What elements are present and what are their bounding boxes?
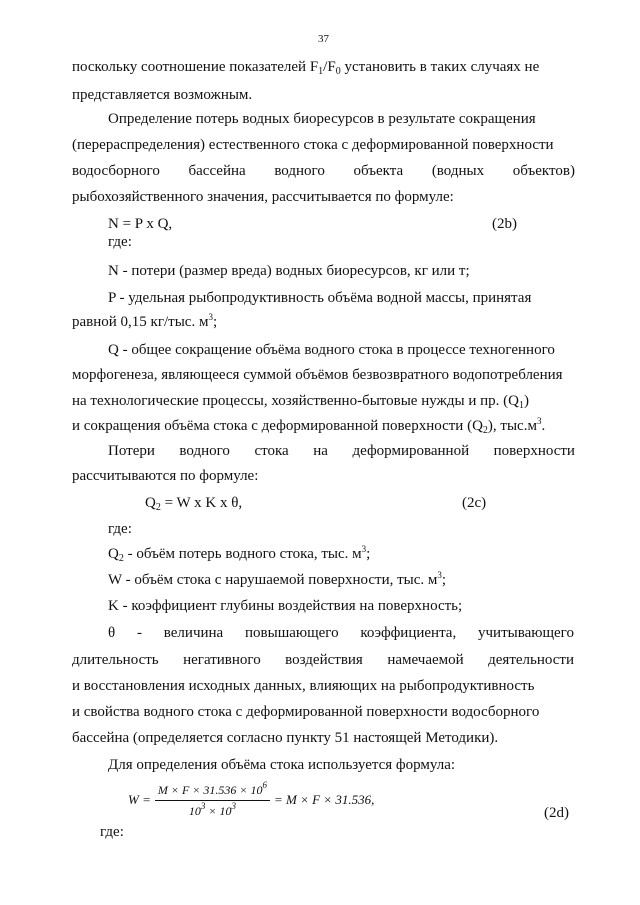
word: бассейна <box>188 163 246 179</box>
definition-p: P - удельная рыбопродуктивность объёма водной массы, принятая <box>108 290 532 306</box>
word: коэффициента, <box>360 625 457 641</box>
paragraph-line: поскольку соотношение показателей $F_1/F_0$ установить в таких случаях не <box>72 59 540 77</box>
paragraph-line: и свойства водного стока с деформированной поверхности водосборного <box>72 704 540 720</box>
definition-q2: $Q_2$ - объём потерь водного стока, тыс. $м^3$; <box>108 544 371 564</box>
word: объекта <box>353 163 404 179</box>
formula-2b-number: (2b) <box>492 216 517 232</box>
word: на <box>313 443 328 459</box>
paragraph-line: рыбохозяйственного значения, рассчитывается по формуле: <box>72 189 454 205</box>
paragraph-line: Для определения объёма стока используется формула: <box>108 757 456 773</box>
word: - <box>136 625 142 641</box>
definition-k: K - коэффициент глубины воздействия на поверхность; <box>108 598 463 614</box>
paragraph-line-justified <box>72 651 574 669</box>
word: деформированной <box>352 443 470 459</box>
paragraph-line: бассейна (определяется согласно пункту 51 настоящей Методики). <box>72 730 499 746</box>
paragraph-line: и восстановления исходных данных, влияющих на рыбопродуктивность <box>72 678 535 694</box>
where-label: где: <box>100 824 124 840</box>
word: водосборного <box>72 163 160 179</box>
paragraph-line-justified <box>108 442 575 460</box>
word: намечаемой <box>387 652 464 668</box>
word: повышающего <box>245 625 339 641</box>
word: учитывающего <box>478 625 574 641</box>
paragraph-line: представляется возможным. <box>72 87 253 103</box>
formula-2b: N = P x Q, <box>108 216 173 232</box>
formula-2c: $Q_2 = W$ x K x θ, <box>145 495 243 513</box>
word: воздействия <box>285 652 363 668</box>
word: водного <box>179 443 230 459</box>
where-label: где: <box>108 234 132 250</box>
word: деятельности <box>488 652 574 668</box>
definition-q: Q - общее сокращение объёма водного стока в процессе техногенного <box>108 342 555 358</box>
where-label: где: <box>108 521 132 537</box>
word: стока <box>254 443 289 459</box>
word: водного <box>274 163 325 179</box>
word: θ <box>108 625 116 641</box>
formula-2d-number: (2d) <box>544 805 569 821</box>
fraction-numerator: $M \times F \times 31.536 \times 10^6$ <box>155 781 270 801</box>
paragraph-line-justified <box>108 624 574 642</box>
paragraph-line-justified <box>72 162 575 180</box>
definition-n: N - потери (размер вреда) водных биоресурсов, кг или т; <box>108 263 470 279</box>
definition-q-cont: и сокращения объёма стока с деформированной поверхности $(Q_2)$, $тыс.м^3$. <box>72 416 546 436</box>
word: негативного <box>183 652 261 668</box>
word: Потери <box>108 443 155 459</box>
fraction-denominator: $10^3 \times 10^3$ <box>188 800 236 818</box>
word: поверхности <box>493 443 575 459</box>
word: объектов) <box>512 163 575 179</box>
word: (водных <box>431 163 485 179</box>
word: длительность <box>72 652 159 668</box>
paragraph-line: (перераспределения) естественного стока с деформированной поверхности <box>72 137 554 153</box>
definition-q-cont: морфогенеза, являющееся суммой объёмов безвозвратного водопотребления <box>72 367 563 383</box>
definition-q-cont: на технологические процессы, хозяйственно-бытовые нужды и пр. $(Q_1)$ <box>72 393 529 411</box>
word: величина <box>163 625 224 641</box>
formula-2c-number: (2c) <box>462 495 487 511</box>
definition-p-cont: равной 0,15 кг/тыс. $м^3$; <box>72 312 218 330</box>
page-number: 37 <box>318 33 329 45</box>
formula-2d: W = $\frac{M \times F \times 31.536 \times 10^6}{10^3 \times 10^3}$ = M × F × 31.536, <box>128 779 375 818</box>
paragraph-line: Определение потерь водных биоресурсов в результате сокращения <box>108 111 536 127</box>
paragraph-line: рассчитываются по формуле: <box>72 468 259 484</box>
definition-w: W - объём стока с нарушаемой поверхности, тыс. $м^3$; <box>108 570 447 588</box>
formula-2d-fraction <box>155 781 270 820</box>
